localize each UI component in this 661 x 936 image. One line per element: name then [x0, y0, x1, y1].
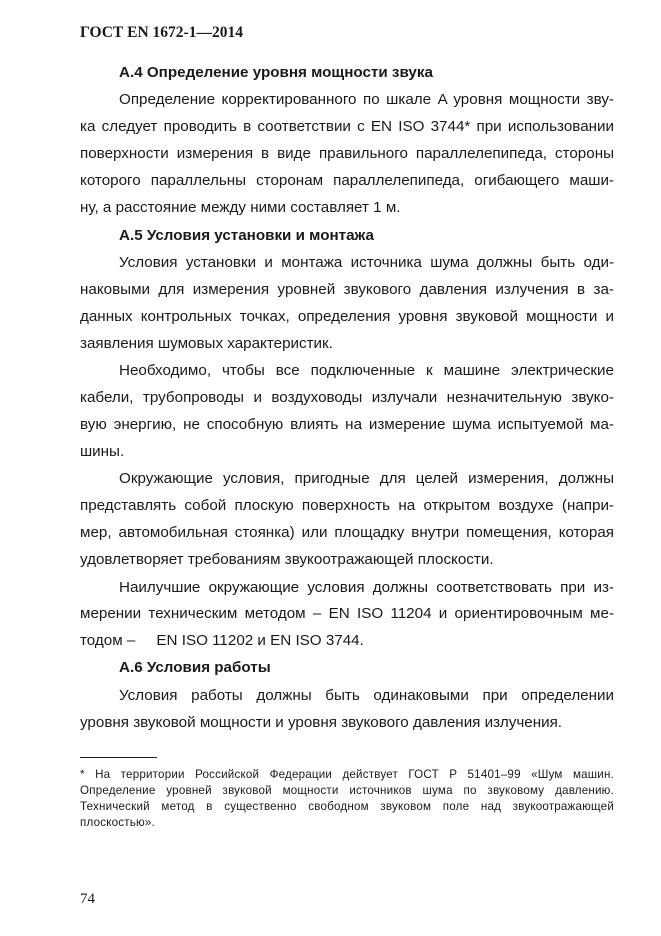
text-line: данных контрольных точках, определения уровня звуковой мощности и [80, 308, 614, 325]
text-line: поверхности измерения в виде правильного параллелепипеда, стороны [80, 145, 614, 162]
text-line: представлять собой плоскую поверхность на открытом воздухе (напри- [80, 497, 614, 514]
text-line: удовлетворяет требованиям звукоотражающей плоскости. [80, 551, 494, 568]
text-line: тодом – EN ISO 11202 и EN ISO 3744. [80, 632, 364, 649]
text-line: шины. [80, 443, 125, 460]
text-line: заявления шумовых характеристик. [80, 335, 333, 352]
section-heading-a5: А.5 Условия установки и монтажа [119, 227, 374, 244]
footnote-line: плоскостью». [80, 816, 155, 829]
text-line: Условия установки и монтажа источника шума должны быть оди- [119, 254, 614, 271]
text-line: ка следует проводить в соответствии с EN ISO 3744* при использовании [80, 118, 614, 135]
text-line: Определение корректированного по шкале A уровня мощности зву- [119, 91, 614, 108]
text-line: ну, а расстояние между ними составляет 1 м. [80, 199, 401, 216]
section-heading-a6: А.6 Условия работы [119, 659, 271, 676]
footnote-line: Определение уровней звуковой мощности источников шума по звуковому давлению. [80, 784, 614, 797]
text-line: уровня звуковой мощности и уровня звукового давления излучения. [80, 714, 563, 731]
footnote-line: * На территории Российской Федерации действует ГОСТ Р 51401–99 «Шум машин. [80, 768, 614, 781]
text-line: которого параллельны сторонам параллелепипеда, огибающего маши- [80, 172, 614, 189]
text-line: наковыми для измерения уровней звукового давления излучения в за- [80, 281, 614, 298]
footnote-divider [80, 757, 157, 758]
text-line: Необходимо, чтобы все подключенные к машине электрические [119, 362, 614, 379]
text-line: Окружающие условия, пригодные для целей измерения, должны [119, 470, 614, 487]
document-header: ГОСТ EN 1672-1—2014 [80, 24, 243, 41]
text-line: Условия работы должны быть одинаковыми при определении [119, 687, 614, 704]
text-line: кабели, трубопроводы и воздуховоды излучали незначительную звуко- [80, 389, 614, 406]
section-heading-a4: А.4 Определение уровня мощности звука [119, 64, 433, 81]
text-line: вую энергию, не способную влиять на измерение шума испытуемой ма- [80, 416, 614, 433]
footnote-line: Технический метод в существенно свободном звуковом поле над звукоотражающей [80, 800, 614, 813]
page-number: 74 [80, 891, 95, 907]
text-line: мерении техническим методом – EN ISO 11204 и ориентировочным ме- [80, 605, 614, 622]
text-line: мер, автомобильная стоянка) или площадку внутри помещения, которая [80, 524, 614, 541]
text-line: Наилучшие окружающие условия должны соответствовать при из- [119, 579, 614, 596]
